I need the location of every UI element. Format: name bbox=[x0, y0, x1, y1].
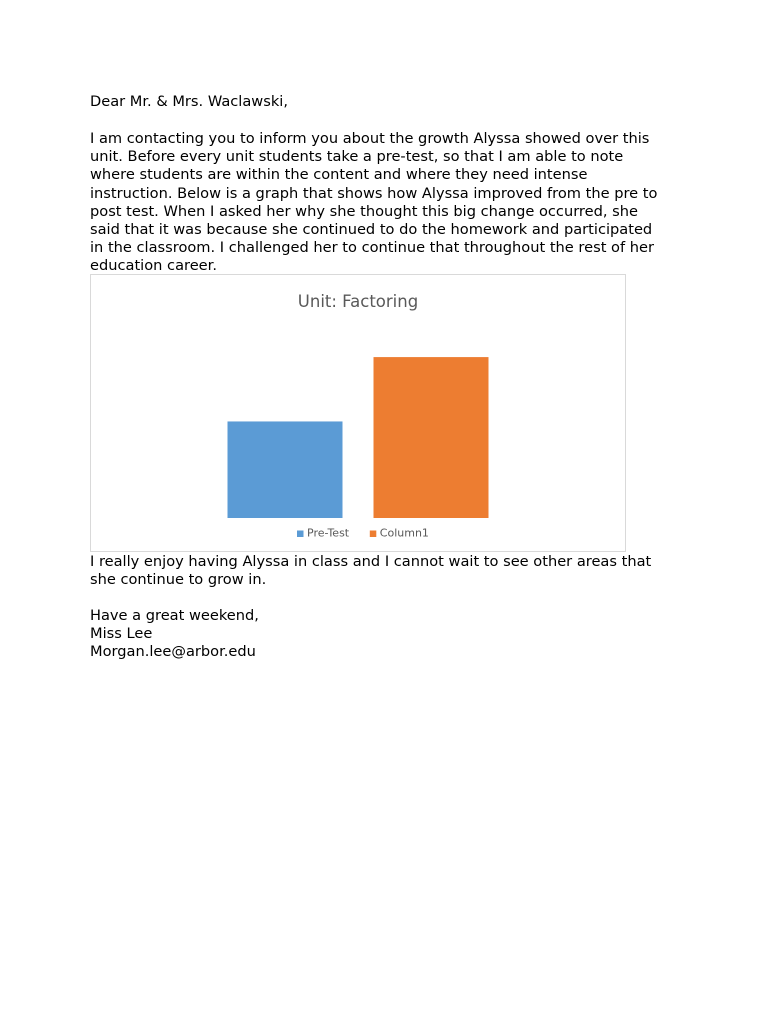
signoff-block bbox=[90, 607, 690, 662]
legend-swatch bbox=[370, 531, 377, 538]
bar-column1 bbox=[374, 357, 489, 518]
body-line: in the classroom. I challenged her to continue that throughout the rest of her bbox=[90, 239, 654, 257]
body-line: said that it was because she continued to do the homework and participated bbox=[90, 221, 653, 239]
signoff-text: Have a great weekend, bbox=[90, 607, 259, 624]
legend-label: Column1 bbox=[379, 526, 429, 540]
body-line: I am contacting you to inform you about the growth Alyssa showed over this bbox=[90, 130, 650, 147]
legend-label: Pre-Test bbox=[307, 526, 350, 540]
chart-title: Unit: Factoring bbox=[297, 292, 419, 311]
chart-frame bbox=[90, 274, 626, 552]
closing-line: she continue to grow in. bbox=[90, 571, 267, 589]
body-line: post test. When I asked her why she thought this big change occurred, she bbox=[90, 202, 638, 220]
body-line: unit. Before every unit students take a pre-test, so that I am able to note bbox=[90, 148, 624, 166]
email-text: Morgan.lee@arbor.edu bbox=[90, 643, 256, 661]
closing-line: I really enjoy having Alyssa in class and I cannot wait to see other areas that bbox=[90, 553, 652, 570]
signature-name: Miss Lee bbox=[90, 625, 153, 643]
body-line: education career. bbox=[90, 257, 217, 275]
bars-group bbox=[228, 357, 489, 518]
body-line: instruction. Below is a graph that shows how Alyssa improved from the pre to bbox=[90, 184, 658, 202]
legend-swatch bbox=[297, 531, 304, 538]
body-paragraph bbox=[90, 130, 690, 276]
legend bbox=[297, 527, 429, 540]
bar-chart bbox=[91, 275, 625, 551]
closing-paragraph bbox=[90, 553, 690, 589]
body-line: where students are within the content and where they need intense bbox=[90, 166, 588, 184]
bar-pre-test bbox=[228, 421, 343, 518]
greeting: Dear Mr. & Mrs. Waclawski, bbox=[90, 93, 288, 110]
